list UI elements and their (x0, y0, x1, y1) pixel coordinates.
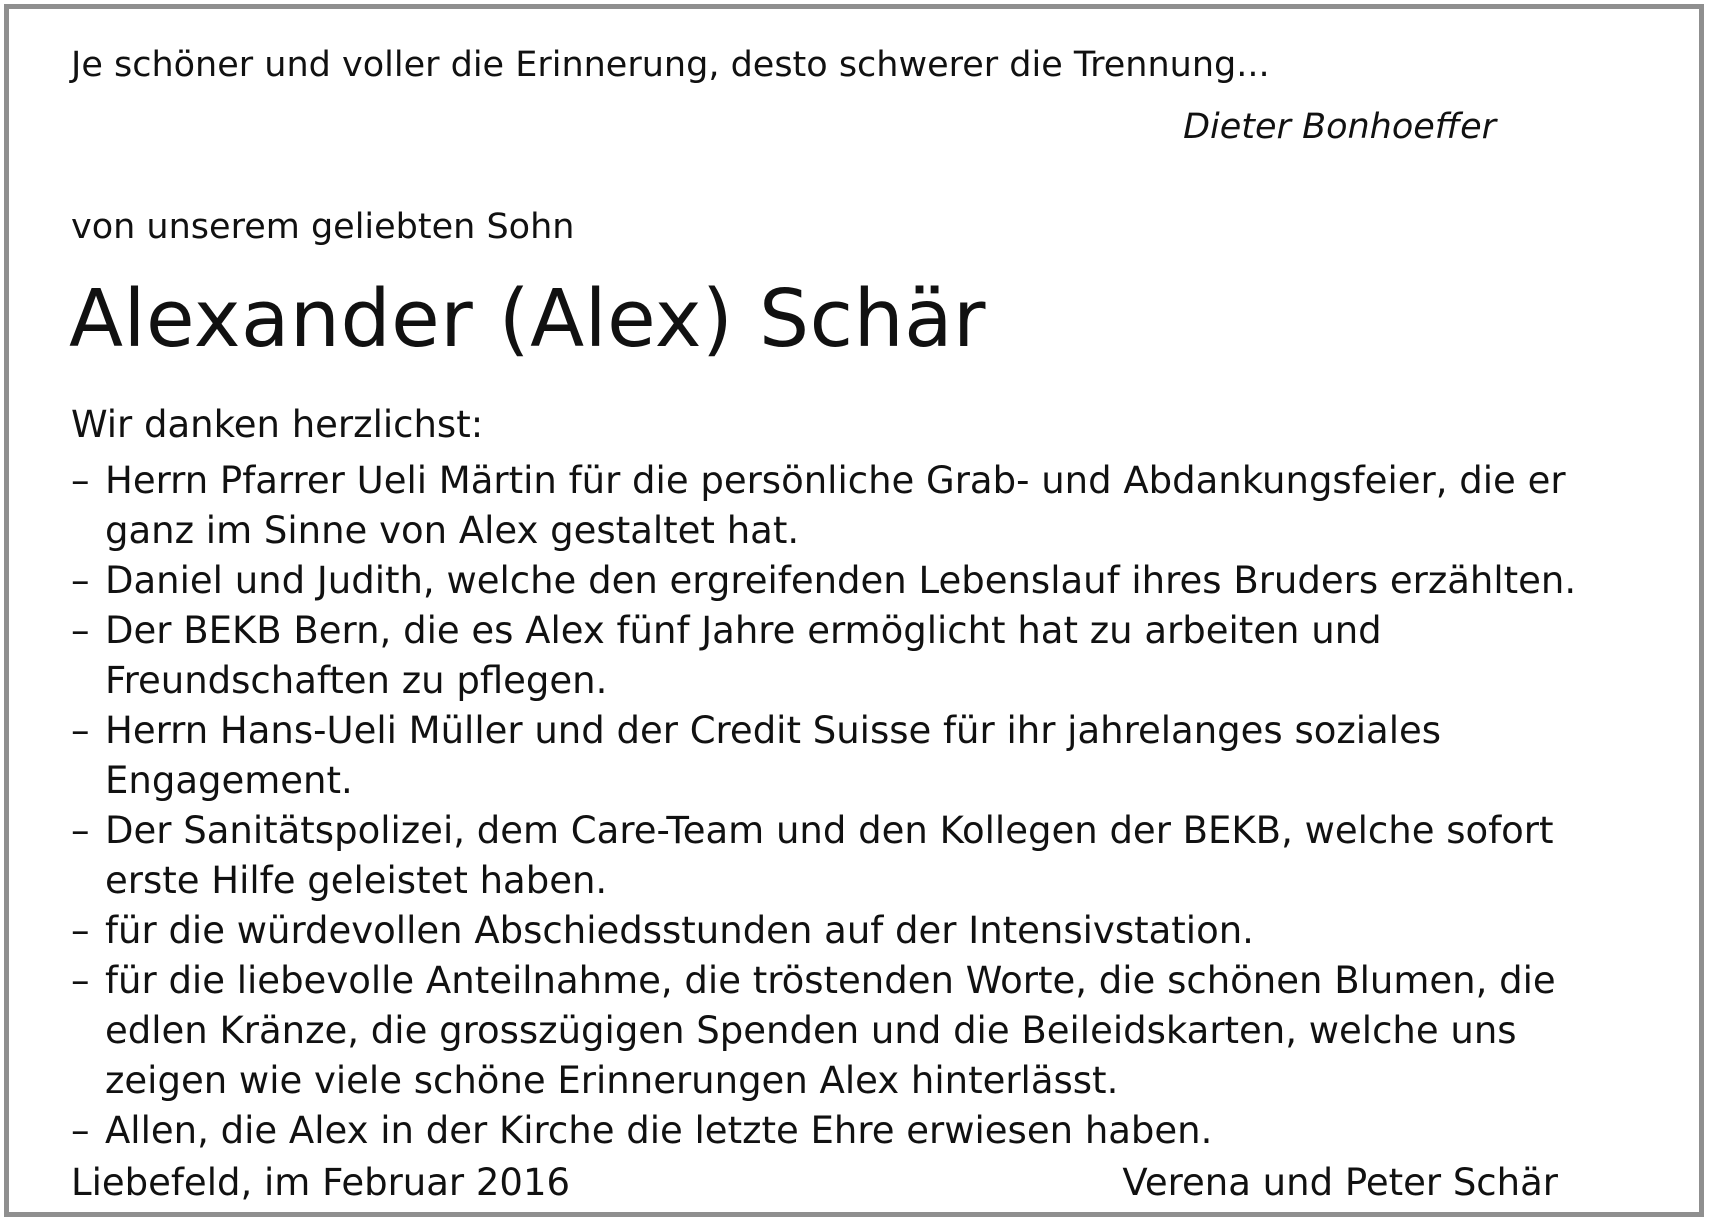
thanks-item (71, 606, 1631, 706)
place-date: Liebefeld, im Februar 2016 (71, 1161, 571, 1204)
thanks-item-text: Herrn Hans-Ueli Müller und der Credit Suisse für ihr jahrelanges soziales Engagement. (105, 709, 1442, 802)
thanks-list (71, 456, 1631, 1156)
dash-bullet: – (71, 909, 90, 952)
thanks-intro: Wir danken herzlichst: (71, 403, 484, 446)
thanks-item (71, 456, 1631, 556)
thanks-item-text: Der Sanitätspolizei, dem Care-Team und den Kollegen der BEKB, welche sofort erste Hilfe geleistet haben. (105, 809, 1554, 902)
deceased-name: Alexander (Alex) Schär (69, 273, 987, 365)
dash-bullet: – (71, 709, 90, 752)
signatories: Verena und Peter Schär (1122, 1161, 1558, 1204)
dash-bullet: – (71, 959, 90, 1002)
thanks-item-text: für die liebevolle Anteilnahme, die tröstenden Worte, die schönen Blumen, die edlen Kränze, die grosszügigen Spenden und die Beileidskarten, welche uns zeigen wie viele schöne Erinnerungen Alex hinterlässt. (105, 959, 1556, 1102)
thanks-item (71, 906, 1631, 956)
intro-text: von unserem geliebten Sohn (71, 207, 575, 247)
thanks-item (71, 556, 1631, 606)
dash-bullet: – (71, 1109, 90, 1152)
thanks-item (71, 956, 1631, 1106)
thanks-item-text: Der BEKB Bern, die es Alex fünf Jahre ermöglicht hat zu arbeiten und Freundschaften zu pflegen. (105, 609, 1382, 702)
thanks-item-text: für die würdevollen Abschiedsstunden auf der Intensivstation. (105, 909, 1254, 952)
thanks-item-text: Allen, die Alex in der Kirche die letzte Ehre erwiesen haben. (105, 1109, 1213, 1152)
dash-bullet: – (71, 559, 90, 602)
quote-author: Dieter Bonhoeffer (1183, 107, 1496, 147)
thanks-item (71, 706, 1631, 806)
dash-bullet: – (71, 609, 90, 652)
thanks-item-text: Herrn Pfarrer Ueli Märtin für die persönliche Grab- und Abdankungsfeier, die er ganz im Sinne von Alex gestaltet hat. (105, 459, 1566, 552)
quote-text: Je schöner und voller die Erinnerung, desto schwerer die Trennung... (71, 45, 1270, 85)
thanks-item (71, 1106, 1631, 1156)
thanks-item-text: Daniel und Judith, welche den ergreifenden Lebenslauf ihres Bruders erzählten. (105, 559, 1577, 602)
dash-bullet: – (71, 459, 90, 502)
notice-frame (4, 4, 1704, 1217)
thanks-item (71, 806, 1631, 906)
dash-bullet: – (71, 809, 90, 852)
